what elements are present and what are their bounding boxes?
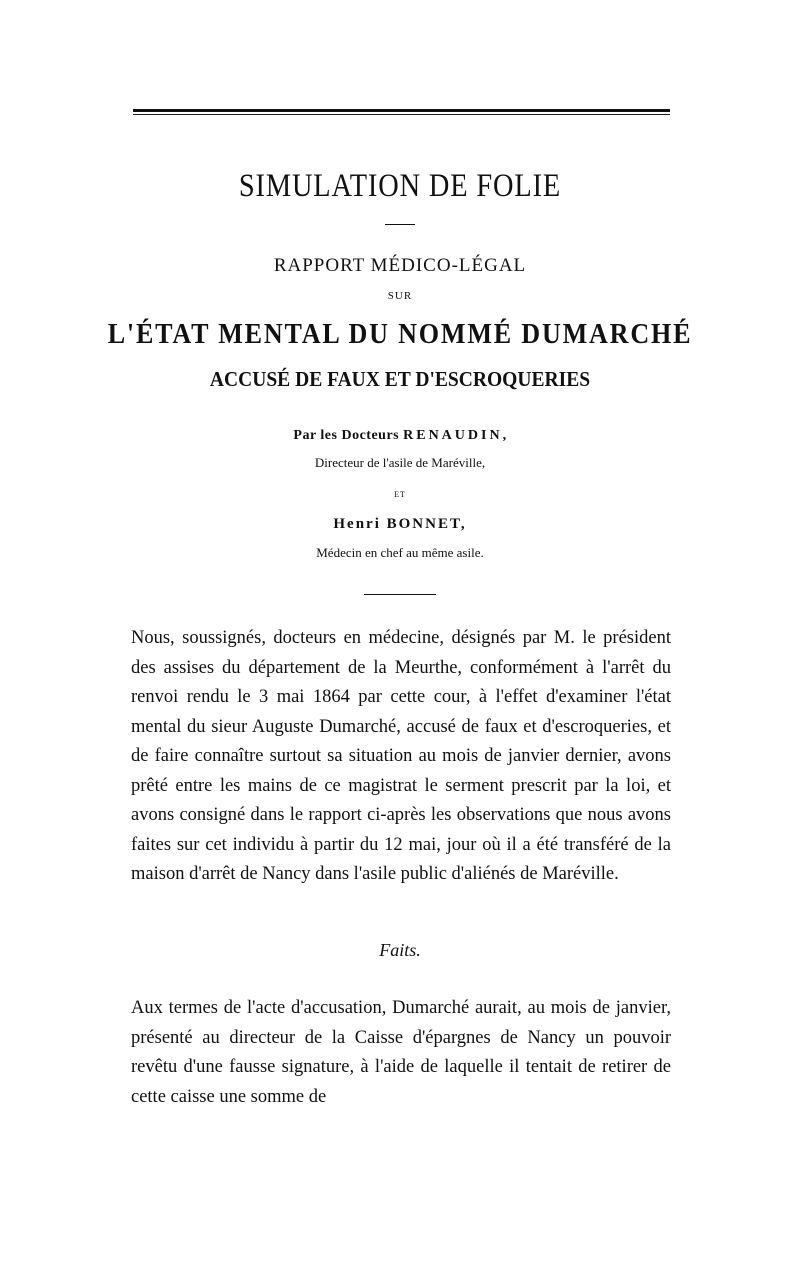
author2-name: Henri BONNET,	[333, 516, 467, 532]
authors-line	[0, 428, 800, 444]
paragraph-intro: Nous, soussignés, docteurs en médecine, désignés par M. le président des assises du département de la Meurthe, conformément à l'arrêt du renvoi rendu le 3 mai 1864 par cette cour, à l'effet d'examiner l'état mental du sieur Auguste Dumarché, accusé de faux et d'escroqueries, et de faire connaître surtout sa situation au mois de janvier dernier, avons prêté entre les mains de ce magistrat le serment prescrit par la loi, et avons consigné dans le rapport ci-après les observations que nous avons faites sur cet individu à partir du 12 mai, jour où il a été transféré de la maison d'arrêt de Nancy dans l'asile public d'aliénés de Maréville.	[131, 628, 671, 884]
author1-suffix: ,	[502, 428, 507, 443]
author2-role: Médecin en chef au même asile.	[316, 545, 484, 560]
accusation-heading: ACCUSÉ DE FAUX ET D'ESCROQUERIES	[209, 367, 591, 391]
author1-name: RENAUDIN	[403, 428, 503, 443]
par-prefix: Par les Docteurs	[293, 428, 400, 443]
sur-label: SUR	[387, 290, 413, 302]
section-heading-faits: Faits.	[379, 940, 421, 960]
author1-role: Directeur de l'asile de Maréville,	[314, 455, 486, 470]
report-subtitle: RAPPORT MÉDICO-LÉGAL	[273, 255, 527, 276]
et-label: ET	[394, 490, 406, 499]
paragraph-faits: Aux termes de l'acte d'accusation, Dumarché aurait, au mois de janvier, présenté au directeur de la Caisse d'épargnes de Nancy un pouvoir revêtu d'une fausse signature, à l'aide de laquelle il tentait de retirer de cette caisse une somme de	[131, 998, 671, 1107]
authors-separator-rule	[364, 594, 436, 595]
main-heading: L'ÉTAT MENTAL DU NOMMÉ DUMARCHÉ	[107, 318, 693, 350]
title-separator-rule	[385, 224, 415, 225]
top-double-rule	[133, 109, 670, 117]
document-title: SIMULATION DE FOLIE	[238, 168, 562, 204]
